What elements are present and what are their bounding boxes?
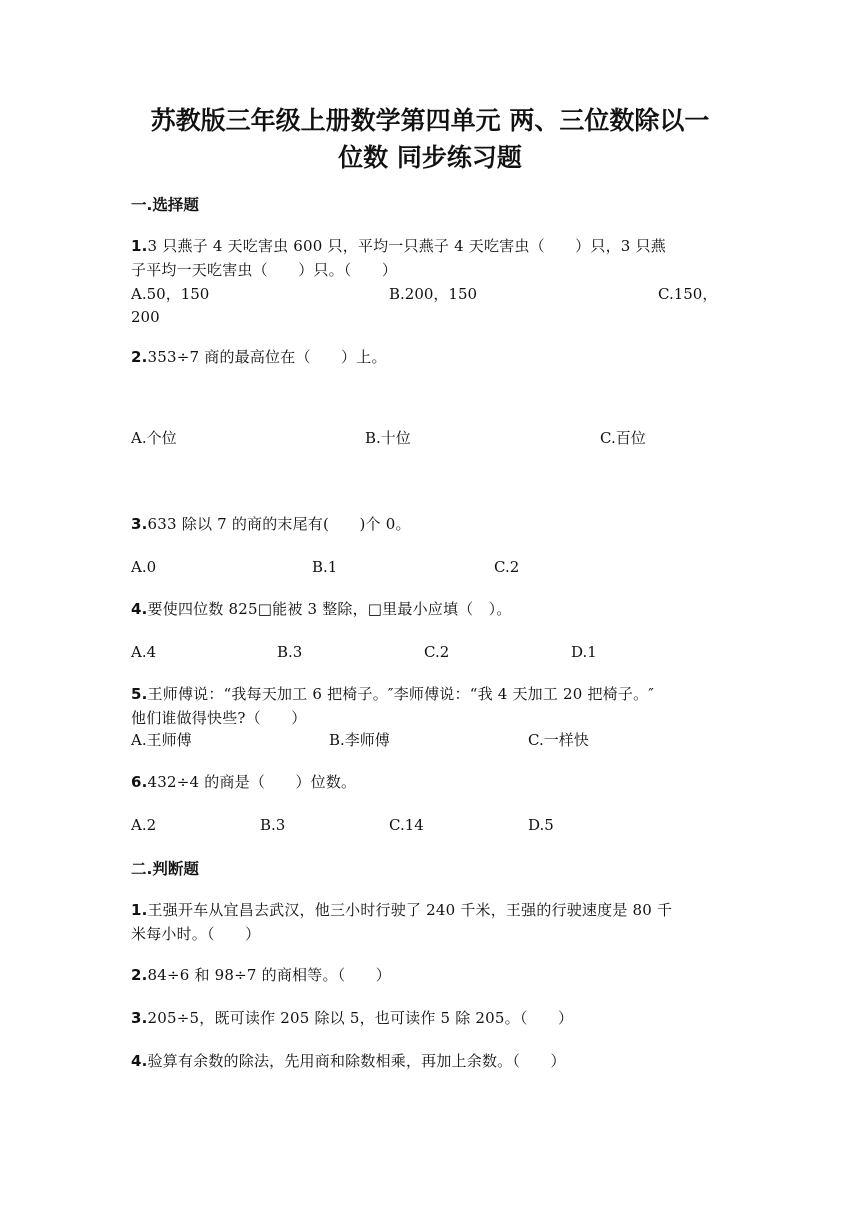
title-line-2: 位数 同步练习题: [338, 143, 522, 172]
option-a[interactable]: A.0: [131, 558, 157, 576]
question-text-line-2: 米每小时。（ ）: [131, 925, 261, 943]
section-heading-choice: 一.选择题: [131, 196, 199, 214]
option-a[interactable]: A.个位: [131, 429, 177, 447]
question-number: 3.: [131, 1009, 148, 1027]
page-title: [120, 102, 740, 176]
option-c[interactable]: C.2: [494, 558, 520, 576]
question-text-line-1: 要使四位数 825□能被 3 整除，□里最小应填（ ）。: [147, 600, 512, 618]
option-c[interactable]: C.14: [389, 816, 424, 834]
question-number: 5.: [131, 685, 148, 703]
choice-question-4: [131, 597, 731, 621]
option-a[interactable]: A.50，150: [131, 285, 210, 303]
question-text-line-2: 子平均一天吃害虫（ ）只。（ ）: [131, 261, 398, 279]
question-number: 2.: [131, 348, 148, 366]
judgment-question-3: [131, 1006, 731, 1030]
question-number: 4.: [131, 600, 148, 618]
choice-question-1: [131, 234, 731, 282]
question-number: 1.: [131, 237, 148, 255]
question-number: 2.: [131, 966, 148, 984]
choice-question-3: [131, 512, 731, 536]
question-text-line-2: 他们谁做得快些?（ ）: [131, 709, 307, 727]
question-number: 3.: [131, 515, 148, 533]
question-text-line-1: 验算有余数的除法，先用商和除数相乘，再加上余数。（ ）: [147, 1052, 566, 1070]
question-text-line-1: 王强开车从宜昌去武汉，他三小时行驶了 240 千米，王强的行驶速度是 80 千: [147, 901, 673, 919]
option-b[interactable]: B.十位: [365, 429, 411, 447]
choice-question-2: [131, 345, 731, 369]
question-text-line-1: 633 除以 7 的商的末尾有( )个 0。: [147, 515, 411, 533]
option-b[interactable]: B.200，150: [389, 285, 478, 303]
judgment-question-4: [131, 1049, 731, 1073]
option-c[interactable]: C.150，: [658, 285, 718, 303]
option-c[interactable]: C.2: [424, 643, 450, 661]
question-text-line-1: 353÷7 商的最高位在（ ）上。: [147, 348, 387, 366]
judgment-question-1: [131, 898, 731, 946]
question-text-line-1: 3 只燕子 4 天吃害虫 600 只，平均一只燕子 4 天吃害虫（ ）只，3 只燕: [147, 237, 666, 255]
option-b[interactable]: B.李师傅: [329, 731, 390, 749]
choice-question-5: [131, 682, 731, 730]
section-heading-judgment: 二.判断题: [131, 860, 199, 878]
option-b[interactable]: B.3: [277, 643, 303, 661]
option-b[interactable]: B.1: [312, 558, 338, 576]
option-a[interactable]: A.4: [131, 643, 157, 661]
title-line-1: 苏教版三年级上册数学第四单元 两、三位数除以一: [150, 106, 710, 135]
judgment-question-2: [131, 963, 731, 987]
question-text-line-1: 84÷6 和 98÷7 的商相等。（ ）: [147, 966, 391, 984]
option-a[interactable]: A.王师傅: [131, 731, 192, 749]
question-text-line-1: 432÷4 的商是（ ）位数。: [147, 773, 357, 791]
option-c[interactable]: C.百位: [600, 429, 646, 447]
choice-question-6: [131, 770, 731, 794]
option-c-continued: 200: [131, 308, 160, 326]
option-a[interactable]: A.2: [131, 816, 157, 834]
option-d[interactable]: D.5: [528, 816, 554, 834]
option-d[interactable]: D.1: [571, 643, 597, 661]
option-b[interactable]: B.3: [260, 816, 286, 834]
question-text-line-1: 王师傅说：“我每天加工 6 把椅子。″李师傅说：“我 4 天加工 20 把椅子。″: [147, 685, 655, 703]
question-text-line-1: 205÷5，既可读作 205 除以 5，也可读作 5 除 205。（ ）: [147, 1009, 574, 1027]
option-c[interactable]: C.一样快: [528, 731, 589, 749]
question-number: 4.: [131, 1052, 148, 1070]
question-number: 6.: [131, 773, 148, 791]
question-number: 1.: [131, 901, 148, 919]
